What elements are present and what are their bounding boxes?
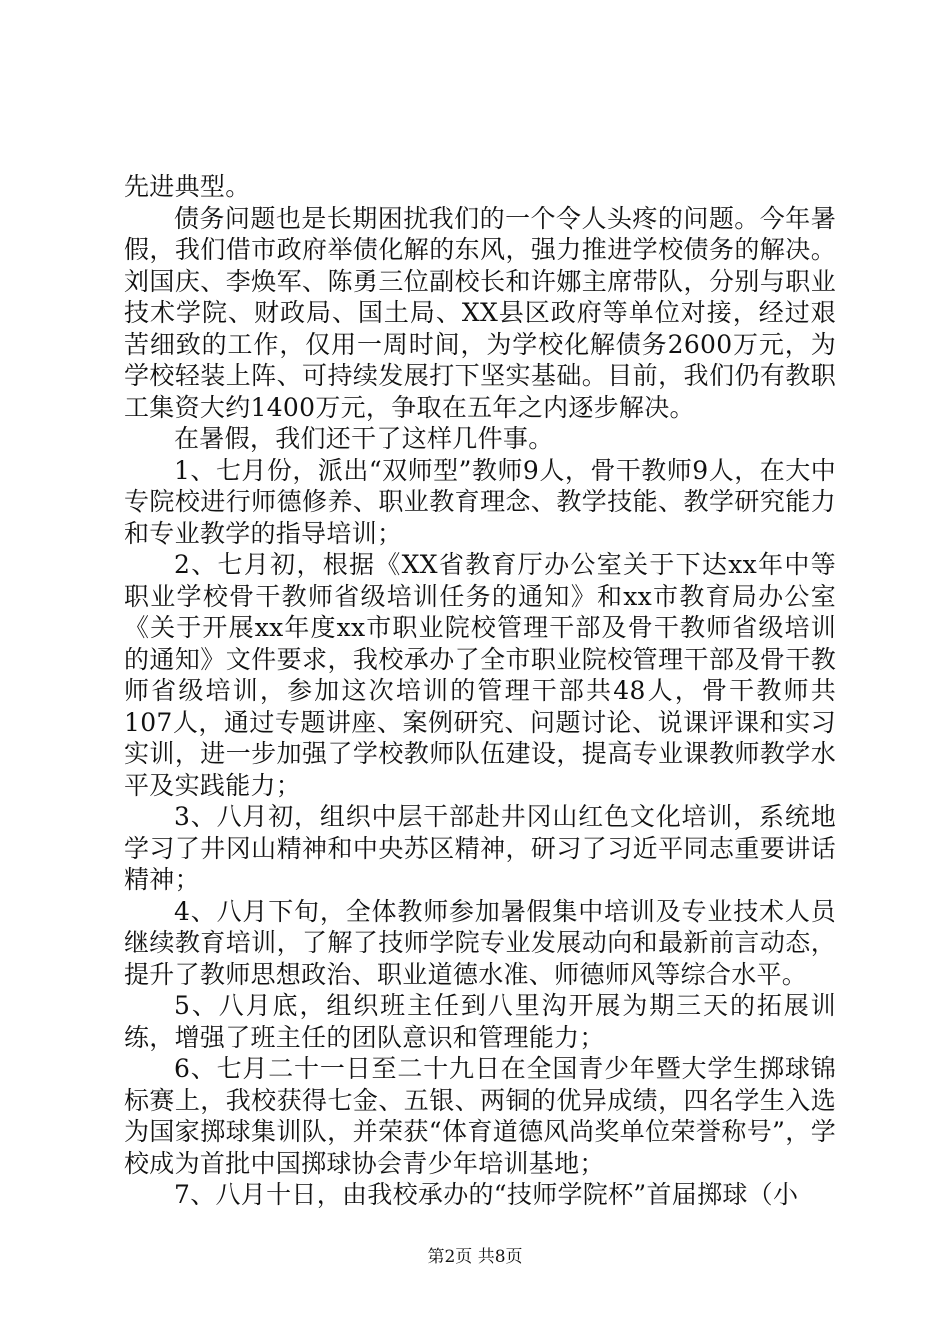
list-item-3: 3、八月初，组织中层干部赴井冈山红色文化培训，系统地学习了井冈山精神和中央苏区精神，研习了习近平同志重要讲话精神； <box>124 802 836 894</box>
page-number-label: 第2页 共8页 <box>427 1247 523 1267</box>
list-item-5: 5、八月底，组织班主任到八里沟开展为期三天的拓展训练，增强了班主任的团队意识和管理能力； <box>124 991 836 1052</box>
list-item-2: 2、七月初，根据《XX省教育厅办公室关于下达xx年中等职业学校骨干教师省级培训任务的通知》和xx市教育局办公室《关于开展xx年度xx市职业院校管理干部及骨干教师省级培训的通知》文件要求，我校承办了全市职业院校管理干部及骨干教师省级培训，参加这次培训的管理干部共48人，骨干教师共107人，通过专题讲座、案例研究、问题讨论、说课评课和实习实训，进一步加强了学校教师队伍建设，提高专业课教师教学水平及实践能力； <box>124 550 836 800</box>
document-body <box>124 171 836 1211</box>
list-item-6: 6、七月二十一日至二十九日在全国青少年暨大学生掷球锦标赛上，我校获得七金、五银、两铜的优异成绩，四名学生入选为国家掷球集训队，并荣获“体育道德风尚奖单位荣誉称号”，学校成为首批中国掷球协会青少年培训基地； <box>124 1054 836 1178</box>
paragraph-continuation: 先进典型。 <box>124 172 251 201</box>
list-item-7: 7、八月十日，由我校承办的“技师学院杯”首届掷球（小 <box>174 1180 799 1209</box>
page-footer <box>0 1246 950 1268</box>
paragraph-summer-intro: 在暑假，我们还干了这样几件事。 <box>174 424 554 453</box>
list-item-1: 1、七月份，派出“双师型”教师9人，骨干教师9人，在大中专院校进行师德修养、职业教育理念、教学技能、教学研究能力和专业教学的指导培训； <box>124 455 836 548</box>
list-item-4: 4、八月下旬，全体教师参加暑假集中培训及专业技术人员继续教育培训，了解了技师学院专业发展动向和最新前言动态，提升了教师思想政治、职业道德水准、师德师风等综合水平。 <box>124 896 836 989</box>
paragraph-debt-issue: 债务问题也是长期困扰我们的一个令人头疼的问题。今年暑假，我们借市政府举债化解的东风，强力推进学校债务的解决。刘国庆、李焕军、陈勇三位副校长和许娜主席带队，分别与职业技术学院、财政局、国土局、XX县区政府等单位对接，经过艰苦细致的工作，仅用一周时间，为学校化解债务2600万元，为学校轻装上阵、可持续发展打下坚实基础。目前，我们仍有教职工集资大约1400万元，争取在五年之内逐步解决。 <box>124 203 836 422</box>
